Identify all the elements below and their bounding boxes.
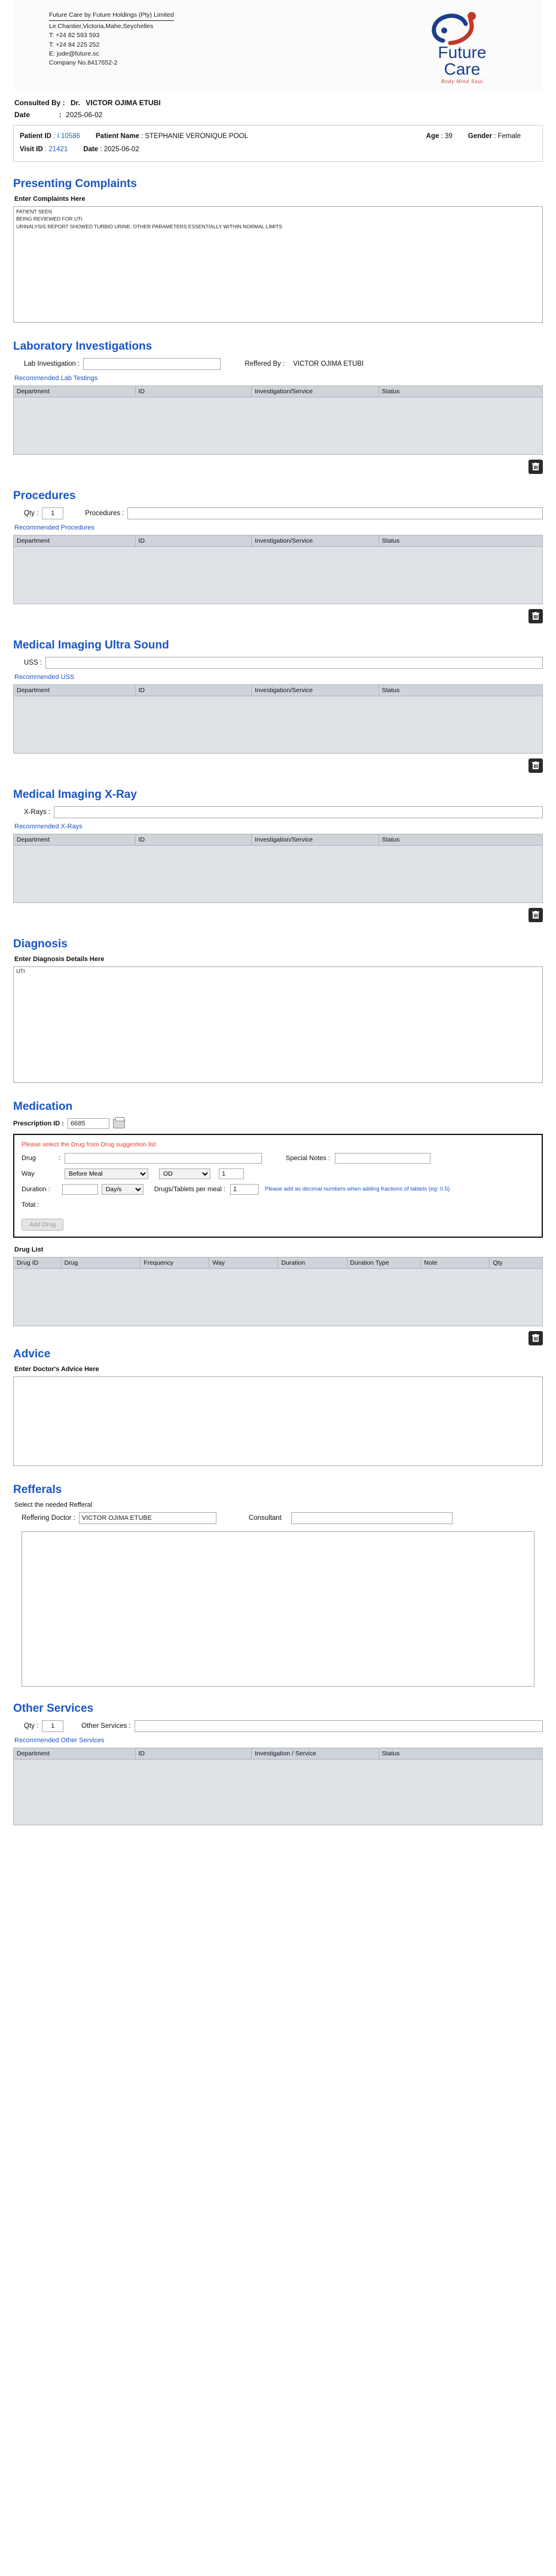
patient-info-row-1 <box>20 130 536 143</box>
special-notes-label: Special Notes : <box>286 1154 330 1162</box>
os-col-id: ID <box>135 1748 252 1759</box>
table-header-row <box>14 684 543 696</box>
clinic-email: E: jude@future.sc <box>49 50 99 57</box>
medication-total-row <box>22 1200 534 1210</box>
drug-list-table <box>13 1257 543 1269</box>
referring-doctor-input[interactable] <box>79 1512 216 1524</box>
visit-date-value: : 2025-06-02 <box>100 145 139 153</box>
way-select[interactable] <box>65 1168 148 1179</box>
logo-text-care: Care <box>444 60 481 78</box>
section-medical-imaging-uss: Medical Imaging Ultra Sound <box>13 638 169 651</box>
uss-delete-row <box>13 758 543 773</box>
uss-label: USS : <box>24 659 42 666</box>
proc-col-service: Investigation/Service <box>252 535 378 546</box>
frequency-count-input[interactable] <box>219 1168 244 1179</box>
drug-list-label: Drug List <box>14 1246 44 1253</box>
drug-list-delete-row <box>13 1331 543 1345</box>
other-services-table <box>13 1748 543 1760</box>
patient-info-row-2 <box>20 143 536 157</box>
drug-input[interactable] <box>65 1153 262 1164</box>
drug-col-qty: Qty <box>490 1257 543 1268</box>
patient-id-label: Patient ID <box>20 133 52 140</box>
patient-age-value: : 39 <box>441 133 453 140</box>
os-col-status: Status <box>378 1748 542 1759</box>
logo-mark-icon <box>405 11 519 44</box>
trash-glyph-icon <box>532 612 539 620</box>
procedures-delete-row <box>13 609 543 623</box>
lab-col-id: ID <box>135 386 252 397</box>
consulted-by-row <box>14 99 543 107</box>
other-services-recommended-hint[interactable]: Recommended Other Services <box>14 1736 105 1744</box>
complaints-sub-label: Enter Complaints Here <box>14 195 85 203</box>
drug-col-duration: Duration <box>278 1257 347 1268</box>
lab-results-table <box>13 386 543 397</box>
uss-col-status: Status <box>378 684 542 696</box>
logo-swoosh-icon <box>408 11 516 45</box>
lab-investigation-input[interactable] <box>83 358 221 370</box>
proc-col-department: Department <box>14 535 136 546</box>
clinic-name: Future Care by Future Holdings (Pty) Limited <box>49 11 174 21</box>
medication-way-row <box>22 1168 534 1179</box>
trash-icon[interactable] <box>528 609 543 623</box>
os-col-department: Department <box>14 1748 136 1759</box>
procedures-qty-label: Qty : <box>24 509 39 517</box>
section-other-services: Other Services <box>13 1702 94 1715</box>
referrals-sub-label: Select the needed Refferal <box>14 1501 93 1509</box>
frequency-select[interactable] <box>159 1168 210 1179</box>
prescription-id-label: Prescription ID : <box>13 1119 64 1127</box>
visit-date-label: Date <box>83 145 99 153</box>
table-header-row <box>14 386 543 397</box>
drug-col-drug: Drug <box>61 1257 140 1268</box>
lab-col-status: Status <box>378 386 542 397</box>
visit-id-value[interactable]: : 21421 <box>44 145 68 153</box>
clinic-tel-2: T: +24 84 225 252 <box>49 41 100 48</box>
drug-list-body <box>13 1269 543 1326</box>
logo-text <box>405 44 519 61</box>
table-header-row <box>14 1257 543 1268</box>
uss-body <box>13 696 543 754</box>
patient-age-label: Age <box>426 133 439 140</box>
drug-col-note: Note <box>421 1257 490 1268</box>
referrals-row <box>22 1512 543 1524</box>
trash-glyph-icon <box>532 463 539 471</box>
procedures-table <box>13 535 543 547</box>
xray-delete-row <box>13 908 543 922</box>
lab-recommended-hint[interactable]: Recommended Lab Testings <box>14 374 98 382</box>
uss-col-id: ID <box>135 684 252 696</box>
diagnosis-sub-label: Enter Diagnosis Details Here <box>14 955 105 963</box>
referrals-panel[interactable] <box>22 1531 534 1687</box>
uss-row <box>24 657 543 669</box>
patient-name-value: : STEPHANIE VERONIQUE POOL <box>141 133 249 140</box>
way-label: Way <box>22 1170 35 1177</box>
duration-label: Duration : <box>22 1185 50 1193</box>
other-services-row <box>24 1720 543 1732</box>
patient-name-label: Patient Name <box>96 133 139 140</box>
complaints-textarea[interactable] <box>13 206 543 323</box>
xray-label: X-Rays : <box>24 808 51 816</box>
section-procedures: Procedures <box>13 489 76 502</box>
add-drug-button[interactable]: Add Drug <box>22 1219 63 1231</box>
logo-tagline: Body Mind Soul <box>441 79 484 84</box>
other-services-body <box>13 1760 543 1825</box>
medication-warning-text: Please select the Drug from Drug suggestion list <box>22 1140 156 1148</box>
section-presenting-complaints: Presenting Complaints <box>13 177 137 190</box>
other-services-qty-label: Qty : <box>24 1722 39 1730</box>
procedures-label: Procedures : <box>85 509 124 517</box>
table-header-row <box>14 834 543 845</box>
lab-investigation-label: Lab Investigation : <box>24 360 80 368</box>
section-medication: Medication <box>13 1100 73 1113</box>
xray-recommended-hint[interactable]: Recommended X-Rays <box>14 822 83 830</box>
other-services-label: Other Services : <box>81 1722 131 1730</box>
trash-glyph-icon <box>532 911 539 919</box>
table-header-row <box>14 535 543 546</box>
section-advice: Advice <box>13 1347 51 1360</box>
xray-input[interactable] <box>54 806 543 818</box>
procedures-body <box>13 547 543 604</box>
lab-col-department: Department <box>14 386 136 397</box>
referring-doctor-label: Reffering Doctor : <box>22 1514 75 1522</box>
trash-glyph-icon <box>532 1334 539 1342</box>
lab-col-service: Investigation/Service <box>252 386 378 397</box>
special-notes-input[interactable] <box>335 1153 430 1164</box>
procedures-qty-input[interactable] <box>42 507 63 519</box>
procedures-recommended-hint[interactable]: Recommended Procedures <box>14 524 94 531</box>
doctor-title: Dr. <box>71 99 81 107</box>
medication-drug-row <box>22 1153 534 1164</box>
clinic-logo <box>405 11 519 84</box>
xray-row <box>24 806 543 818</box>
date-colon: : <box>59 111 62 119</box>
letterhead <box>13 0 543 90</box>
printer-icon[interactable] <box>113 1119 125 1128</box>
xray-col-service: Investigation/Service <box>252 834 378 845</box>
section-diagnosis: Diagnosis <box>13 937 68 950</box>
proc-col-id: ID <box>135 535 252 546</box>
lab-referred-by-label: Reffered By : <box>245 360 285 368</box>
patient-gender-label: Gender <box>468 133 493 140</box>
trash-icon[interactable] <box>528 758 543 773</box>
clinic-address: Le Chantier,Victoria,Mahe,Seychelles <box>49 23 154 30</box>
uss-recommended-hint[interactable]: Recommended USS <box>14 673 75 681</box>
logo-text-future: Future <box>438 43 487 62</box>
patient-info-bar <box>13 125 543 162</box>
consultation-date-row <box>14 111 543 119</box>
clinic-company-no: Company No.8417652-2 <box>49 59 118 67</box>
date-value: 2025-06-02 <box>66 111 103 119</box>
proc-col-status: Status <box>378 535 542 546</box>
trash-icon[interactable] <box>528 1331 543 1345</box>
trash-icon[interactable] <box>528 908 543 922</box>
lab-results-body <box>13 397 543 455</box>
xray-table <box>13 834 543 846</box>
consultant-input[interactable] <box>291 1512 453 1524</box>
medication-entry-box <box>13 1134 543 1238</box>
total-input[interactable] <box>59 1200 63 1210</box>
os-col-service: Investigation / Service <box>252 1748 378 1759</box>
visit-id-label: Visit ID <box>20 145 43 153</box>
lab-investigation-row <box>24 358 543 370</box>
section-medical-imaging-xray: Medical Imaging X-Ray <box>13 788 137 801</box>
clinic-tel-1: T: +24 82 593 593 <box>49 32 100 39</box>
table-header-row <box>14 1748 543 1759</box>
lab-referred-by-value: VICTOR OJIMA ETUBI <box>293 360 364 368</box>
patient-gender-value: : Female <box>494 133 521 140</box>
per-meal-note: Please add as decimal numbers when adding fractions of tablets (eg: 0.5) <box>264 1186 450 1193</box>
trash-glyph-icon <box>532 761 539 770</box>
uss-col-department: Department <box>14 684 136 696</box>
xray-col-status: Status <box>378 834 542 845</box>
total-label: Total : <box>22 1201 39 1209</box>
xray-body <box>13 846 543 903</box>
clinic-address-block <box>49 11 174 68</box>
section-referrals: Refferals <box>13 1483 62 1496</box>
drug-label: Drug <box>22 1154 36 1162</box>
prescription-id-input[interactable] <box>68 1118 109 1129</box>
drug-col-id: Drug ID <box>14 1257 62 1268</box>
xray-col-department: Department <box>14 834 136 845</box>
doctor-name: VICTOR OJIMA ETUBI <box>85 99 161 107</box>
consulted-by-label: Consulted By : <box>14 99 65 107</box>
uss-input[interactable] <box>45 657 543 669</box>
per-meal-input[interactable] <box>230 1184 259 1195</box>
procedures-row <box>24 507 543 519</box>
other-services-qty-input[interactable] <box>42 1720 63 1732</box>
uss-table <box>13 684 543 696</box>
drug-col-frequency: Frequency <box>140 1257 209 1268</box>
per-meal-label: Drugs/Tablets per meal : <box>154 1185 225 1193</box>
prescription-id-row <box>13 1118 543 1129</box>
trash-icon[interactable] <box>528 460 543 474</box>
lab-delete-row <box>13 460 543 474</box>
consultant-label: Consultant <box>248 1514 282 1522</box>
procedures-input[interactable] <box>127 507 543 519</box>
uss-col-service: Investigation/Service <box>252 684 378 696</box>
patient-id-value[interactable]: : I 10586 <box>53 133 81 140</box>
section-laboratory-investigations: Laboratory Investigations <box>13 339 152 353</box>
drug-colon: : <box>59 1154 61 1162</box>
date-label: Date <box>14 111 30 119</box>
drug-col-way: Way <box>209 1257 278 1268</box>
advice-textarea[interactable] <box>13 1376 543 1466</box>
advice-sub-label: Enter Doctor's Advice Here <box>14 1365 99 1373</box>
drug-col-duration-type: Duration Type <box>347 1257 421 1268</box>
diagnosis-textarea[interactable] <box>13 966 543 1083</box>
xray-col-id: ID <box>135 834 252 845</box>
other-services-input[interactable] <box>135 1720 543 1732</box>
medication-duration-row <box>22 1184 534 1195</box>
duration-unit-select[interactable] <box>102 1184 143 1195</box>
duration-input[interactable] <box>62 1184 98 1195</box>
